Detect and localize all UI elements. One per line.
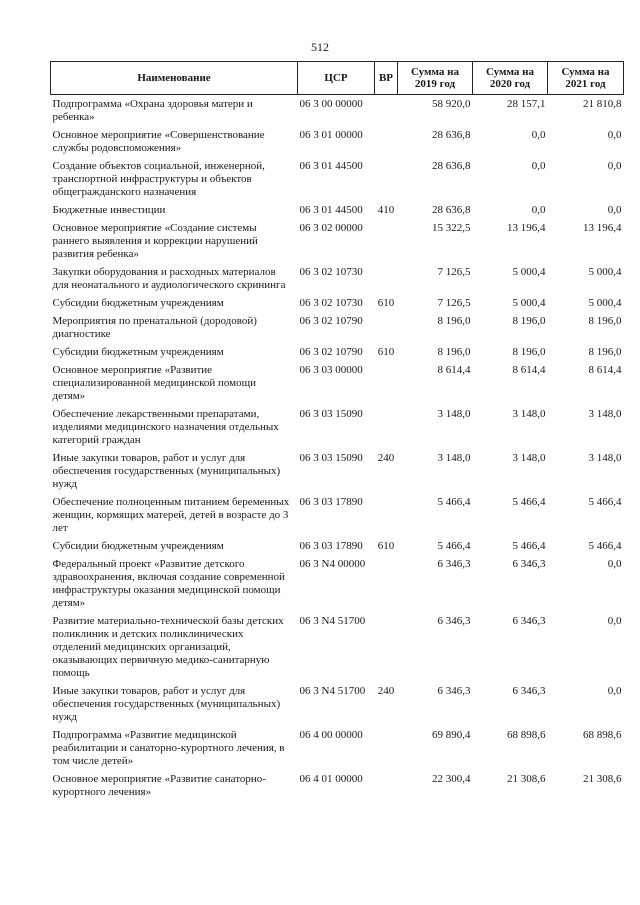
- table-row: [51, 266, 624, 297]
- row-sum-2021: 3 148,0: [588, 452, 622, 464]
- budget-table: [50, 61, 624, 804]
- row-sum-2019: 69 890,4: [432, 729, 471, 741]
- table-row: [51, 315, 624, 346]
- table-body: [51, 95, 624, 805]
- row-csr: 06 4 01 00000: [299, 773, 363, 785]
- row-sum-2020: 6 346,3: [512, 685, 546, 697]
- row-sum-2019: 3 148,0: [437, 408, 471, 420]
- table-row: [51, 685, 624, 729]
- row-vr: [375, 315, 398, 346]
- row-sum-2019: 6 346,3: [437, 615, 471, 627]
- row-csr: 06 3 02 10730: [299, 266, 363, 278]
- row-sum-2020: 5 466,4: [512, 496, 546, 508]
- row-vr: [375, 558, 398, 615]
- row-vr: [375, 266, 398, 297]
- row-csr: 06 3 N4 51700: [299, 615, 366, 627]
- row-name: Федеральный проект «Развитие детского здравоохранения, включая создание современной инфраструктуры оказания медицинской помощи детям»: [52, 558, 285, 609]
- row-csr: 06 3 00 00000: [299, 98, 363, 110]
- row-sum-2020: 0,0: [531, 129, 546, 141]
- row-csr: 06 4 00 00000: [299, 729, 363, 741]
- row-name: Создание объектов социальной, инженерной, транспортной инфраструктуры и объектов общегражданского назначения: [52, 160, 265, 198]
- row-sum-2019: 7 126,5: [437, 266, 471, 278]
- row-csr: 06 3 02 10790: [299, 315, 363, 327]
- row-sum-2021: 68 898,6: [583, 729, 622, 741]
- row-name: Субсидии бюджетным учреждениям: [52, 346, 224, 358]
- row-vr: [375, 408, 398, 452]
- row-csr: 06 3 03 17890: [299, 540, 363, 552]
- row-sum-2019: 8 614,4: [437, 364, 471, 376]
- row-csr: 06 3 03 17890: [299, 496, 363, 508]
- page-number: 512: [311, 40, 329, 54]
- row-sum-2019: 5 466,4: [437, 540, 471, 552]
- row-sum-2021: 0,0: [607, 129, 622, 141]
- row-sum-2019: 15 322,5: [432, 222, 471, 234]
- row-vr: 610: [377, 540, 395, 552]
- row-sum-2021: 5 000,4: [588, 266, 622, 278]
- row-vr: [375, 129, 398, 160]
- row-sum-2020: 8 196,0: [512, 315, 546, 327]
- row-sum-2020: 0,0: [531, 204, 546, 216]
- row-sum-2019: 6 346,3: [437, 558, 471, 570]
- row-name: Обеспечение полноценным питанием беременных женщин, кормящих матерей, детей в возрасте до 3 лет: [52, 496, 290, 534]
- table-row: [51, 408, 624, 452]
- table-row: [51, 204, 624, 222]
- row-sum-2020: 5 466,4: [512, 540, 546, 552]
- row-sum-2020: 5 000,4: [512, 266, 546, 278]
- row-vr: [375, 773, 398, 804]
- table-header: [51, 62, 624, 95]
- row-vr: [375, 95, 398, 130]
- row-sum-2020: 3 148,0: [512, 408, 546, 420]
- row-sum-2020: 0,0: [531, 160, 546, 172]
- row-csr: 06 3 03 15090: [299, 408, 363, 420]
- table-row: [51, 773, 624, 804]
- row-vr: 610: [377, 346, 395, 358]
- row-sum-2021: 5 000,4: [588, 297, 622, 309]
- row-vr: [375, 496, 398, 540]
- table-row: [51, 540, 624, 558]
- column-header-vr: ВР: [375, 62, 398, 95]
- row-sum-2019: 6 346,3: [437, 685, 471, 697]
- row-name: Закупки оборудования и расходных материалов для неонатального и аудиологического скрининга: [52, 266, 286, 291]
- row-csr: 06 3 03 15090: [299, 452, 363, 464]
- row-sum-2021: 5 466,4: [588, 540, 622, 552]
- row-vr: [375, 222, 398, 266]
- row-name: Субсидии бюджетным учреждениям: [52, 540, 224, 552]
- row-sum-2020: 8 196,0: [512, 346, 546, 358]
- table-row: [51, 129, 624, 160]
- row-name: Иные закупки товаров, работ и услуг для обеспечения государственных (муниципальных) нужд: [52, 452, 281, 490]
- row-sum-2020: 21 308,6: [507, 773, 546, 785]
- row-sum-2019: 28 636,8: [432, 160, 471, 172]
- row-sum-2021: 8 196,0: [588, 346, 622, 358]
- row-name: Субсидии бюджетным учреждениям: [52, 297, 224, 309]
- row-sum-2020: 5 000,4: [512, 297, 546, 309]
- row-sum-2021: 0,0: [607, 204, 622, 216]
- row-sum-2021: 21 810,8: [583, 98, 622, 110]
- row-vr: 610: [377, 297, 395, 309]
- row-sum-2020: 6 346,3: [512, 615, 546, 627]
- row-vr: 240: [377, 685, 395, 697]
- row-csr: 06 3 03 00000: [299, 364, 363, 376]
- row-sum-2021: 3 148,0: [588, 408, 622, 420]
- row-sum-2020: 13 196,4: [507, 222, 546, 234]
- row-sum-2019: 28 636,8: [432, 129, 471, 141]
- row-sum-2020: 6 346,3: [512, 558, 546, 570]
- row-vr: 240: [377, 452, 395, 464]
- column-header-sum-2019: Сумма на 2019 год: [398, 62, 473, 95]
- row-name: Развитие материально-технической базы детских поликлиник и детских поликлинических отделений медицинских организаций, оказывающих первичную медико-санитарную помощь: [52, 615, 284, 679]
- row-sum-2021: 21 308,6: [583, 773, 622, 785]
- row-name: Мероприятия по пренатальной (дородовой) диагностике: [52, 315, 257, 340]
- table-row: [51, 160, 624, 204]
- row-sum-2021: 8 614,4: [588, 364, 622, 376]
- row-csr: 06 3 02 10730: [299, 297, 363, 309]
- table-row: [51, 346, 624, 364]
- row-vr: [375, 364, 398, 408]
- row-name: Основное мероприятие «Совершенствование службы родовспоможения»: [52, 129, 265, 154]
- row-csr: 06 3 02 00000: [299, 222, 363, 234]
- row-vr: [375, 729, 398, 773]
- row-vr: [375, 615, 398, 685]
- row-csr: 06 3 N4 51700: [299, 685, 366, 697]
- row-sum-2019: 8 196,0: [437, 346, 471, 358]
- row-name: Бюджетные инвестиции: [52, 204, 166, 216]
- table-row: [51, 615, 624, 685]
- row-name: Подпрограмма «Развитие медицинской реабилитации и санаторно-курортного лечения, в том числе детей»: [52, 729, 285, 767]
- row-vr: [375, 160, 398, 204]
- table-row: [51, 364, 624, 408]
- row-csr: 06 3 N4 00000: [299, 558, 366, 570]
- table-row: [51, 222, 624, 266]
- row-csr: 06 3 01 00000: [299, 129, 363, 141]
- row-sum-2020: 3 148,0: [512, 452, 546, 464]
- column-header-name: Наименование: [51, 62, 298, 95]
- row-sum-2021: 0,0: [607, 685, 622, 697]
- column-header-sum-2021: Сумма на 2021 год: [548, 62, 624, 95]
- row-sum-2019: 22 300,4: [432, 773, 471, 785]
- row-name: Подпрограмма «Охрана здоровья матери и ребенка»: [52, 98, 253, 123]
- row-csr: 06 3 01 44500: [299, 160, 363, 172]
- table-row: [51, 729, 624, 773]
- row-sum-2020: 68 898,6: [507, 729, 546, 741]
- row-name: Иные закупки товаров, работ и услуг для обеспечения государственных (муниципальных) нужд: [52, 685, 281, 723]
- row-sum-2019: 58 920,0: [432, 98, 471, 110]
- row-sum-2021: 0,0: [607, 615, 622, 627]
- table-row: [51, 95, 624, 130]
- row-sum-2021: 0,0: [607, 558, 622, 570]
- row-vr: 410: [377, 204, 395, 216]
- row-name: Основное мероприятие «Создание системы раннего выявления и коррекции нарушений развития ребенка»: [52, 222, 258, 260]
- row-sum-2021: 0,0: [607, 160, 622, 172]
- row-sum-2019: 8 196,0: [437, 315, 471, 327]
- row-sum-2019: 7 126,5: [437, 297, 471, 309]
- column-header-csr: ЦСР: [298, 62, 375, 95]
- table-row: [51, 558, 624, 615]
- table-row: [51, 297, 624, 315]
- table-row: [51, 496, 624, 540]
- row-name: Основное мероприятие «Развитие специализированной медицинской помощи детям»: [52, 364, 256, 402]
- row-sum-2020: 28 157,1: [507, 98, 546, 110]
- row-sum-2019: 28 636,8: [432, 204, 471, 216]
- row-sum-2019: 3 148,0: [437, 452, 471, 464]
- row-sum-2021: 8 196,0: [588, 315, 622, 327]
- column-header-sum-2020: Сумма на 2020 год: [473, 62, 548, 95]
- row-sum-2021: 5 466,4: [588, 496, 622, 508]
- row-csr: 06 3 02 10790: [299, 346, 363, 358]
- row-csr: 06 3 01 44500: [299, 204, 363, 216]
- row-sum-2021: 13 196,4: [583, 222, 622, 234]
- row-name: Основное мероприятие «Развитие санаторно-курортного лечения»: [52, 773, 266, 798]
- row-name: Обеспечение лекарственными препаратами, изделиями медицинского назначения отдельных категорий граждан: [52, 408, 279, 446]
- table-row: [51, 452, 624, 496]
- row-sum-2020: 8 614,4: [512, 364, 546, 376]
- row-sum-2019: 5 466,4: [437, 496, 471, 508]
